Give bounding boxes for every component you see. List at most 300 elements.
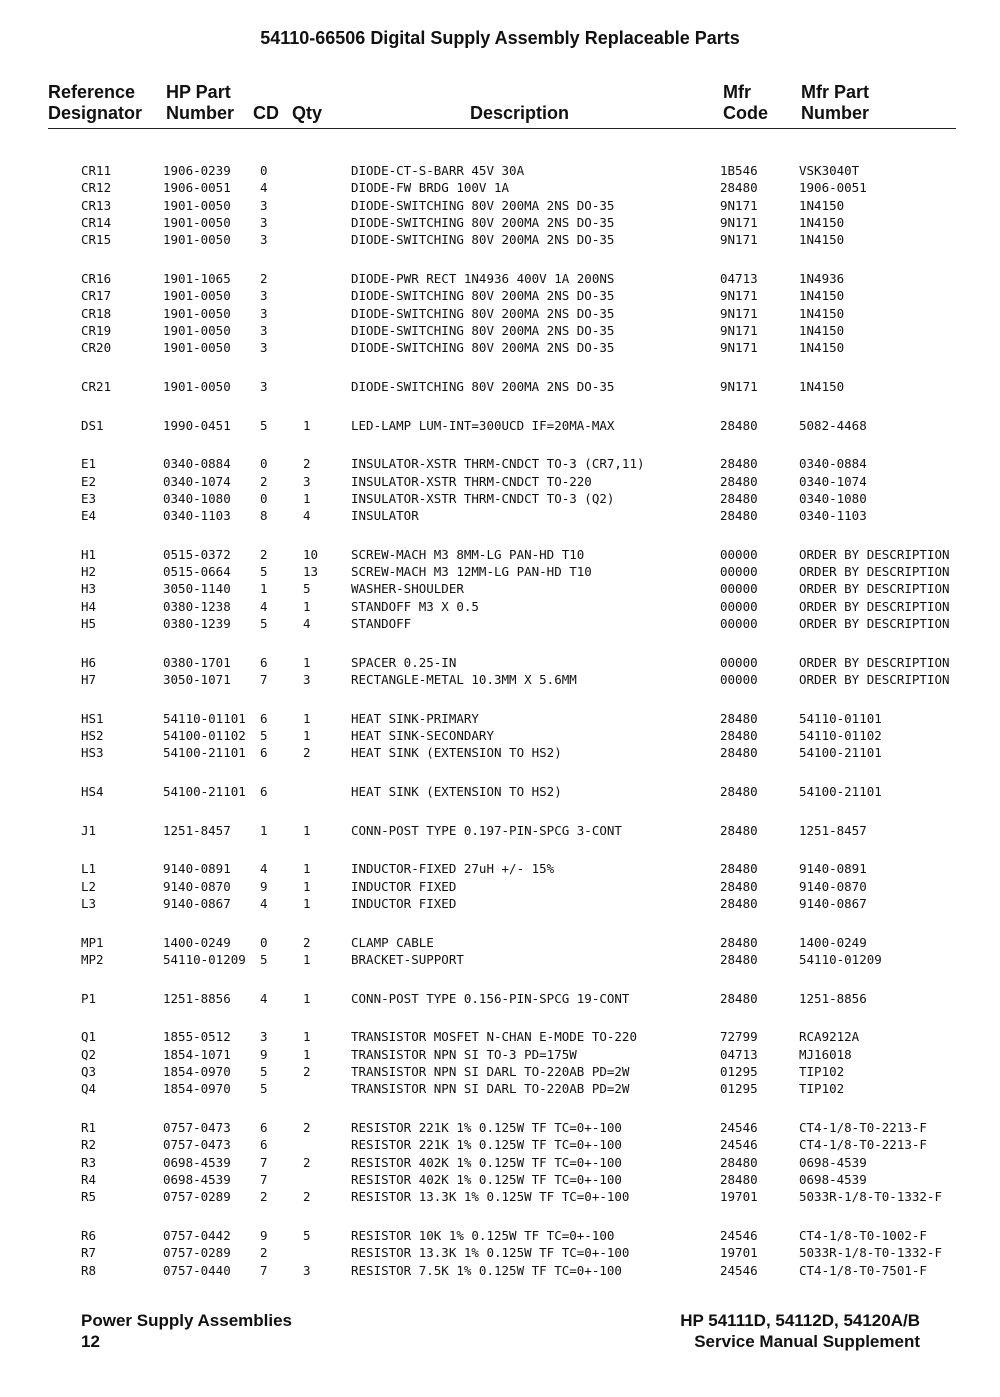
cell-description: CONN-POST TYPE 0.197-PIN-SPCG 3-CONT xyxy=(351,822,622,838)
cell-mfr-code: 01295 xyxy=(720,1081,758,1097)
header-mfr-line1: Mfr xyxy=(723,82,751,102)
table-row xyxy=(0,783,1000,800)
cell-mfr-code: 28480 xyxy=(720,728,758,743)
table-row xyxy=(0,727,1000,744)
cell-mfr-part-number: 1N4150 xyxy=(799,322,845,338)
cell-mfr-part-number: ORDER BY DESCRIPTION xyxy=(799,672,950,687)
cell-cd: 2 xyxy=(260,1189,268,1205)
cell-description: INDUCTOR FIXED xyxy=(351,896,457,911)
cell-description: DIODE-FW BRDG 100V 1A xyxy=(351,180,510,196)
table-row xyxy=(0,473,1000,490)
cell-mfr-part-number: 5082-4468 xyxy=(799,417,867,433)
cell-mfr-code: 00000 xyxy=(720,564,758,580)
cell-ref-designator: CR18 xyxy=(81,305,112,321)
cell-mfr-part-number: 1N4150 xyxy=(799,214,845,230)
header-divider xyxy=(48,128,956,129)
cell-mfr-part-number: ORDER BY DESCRIPTION xyxy=(799,546,950,562)
cell-mfr-code: 24546 xyxy=(720,1137,758,1153)
cell-hp-part-number: 0698-4539 xyxy=(163,1154,231,1170)
header-cd: CD xyxy=(253,103,279,123)
table-row xyxy=(0,990,1000,1007)
cell-qty: 1 xyxy=(303,861,311,877)
cell-cd: 5 xyxy=(260,616,268,631)
cell-mfr-code: 19701 xyxy=(720,1189,758,1205)
cell-mfr-code: 28480 xyxy=(720,180,758,196)
cell-qty: 1 xyxy=(303,1029,311,1045)
cell-mfr-part-number: MJ16018 xyxy=(799,1046,852,1062)
cell-mfr-code: 24546 xyxy=(720,1227,758,1243)
cell-hp-part-number: 1990-0451 xyxy=(163,417,231,433)
footer-page-number: 12 xyxy=(81,1332,100,1351)
cell-hp-part-number: 1901-0050 xyxy=(163,378,231,394)
cell-description: CLAMP CABLE xyxy=(351,934,434,950)
cell-ref-designator: CR20 xyxy=(81,340,112,356)
cell-cd: 3 xyxy=(260,378,268,394)
cell-mfr-code: 00000 xyxy=(720,546,758,562)
cell-cd: 3 xyxy=(260,288,268,304)
header-hp-line1: HP Part xyxy=(166,82,231,102)
cell-cd: 5 xyxy=(260,1081,268,1097)
cell-mfr-code: 28480 xyxy=(720,784,758,799)
cell-description: SCREW-MACH M3 12MM-LG PAN-HD T10 xyxy=(351,564,592,580)
cell-hp-part-number: 0380-1701 xyxy=(163,654,231,670)
cell-mfr-code: 00000 xyxy=(720,616,758,631)
cell-hp-part-number: 54100-21101 xyxy=(163,745,246,761)
cell-description: DIODE-SWITCHING 80V 200MA 2NS DO-35 xyxy=(351,232,615,248)
cell-hp-part-number: 3050-1071 xyxy=(163,672,231,687)
cell-mfr-part-number: 1400-0249 xyxy=(799,934,867,950)
cell-hp-part-number: 0757-0473 xyxy=(163,1137,231,1153)
cell-mfr-code: 28480 xyxy=(720,952,758,967)
cell-cd: 2 xyxy=(260,546,268,562)
cell-ref-designator: H2 xyxy=(81,564,97,580)
cell-qty: 2 xyxy=(303,456,311,472)
cell-ref-designator: E3 xyxy=(81,490,97,506)
cell-description: TRANSISTOR NPN SI DARL TO-220AB PD=2W xyxy=(351,1064,630,1079)
cell-cd: 7 xyxy=(260,1154,268,1170)
cell-description: DIODE-SWITCHING 80V 200MA 2NS DO-35 xyxy=(351,214,615,230)
cell-ref-designator: Q4 xyxy=(81,1081,97,1097)
header-mfr-code xyxy=(723,82,768,124)
cell-description: DIODE-SWITCHING 80V 200MA 2NS DO-35 xyxy=(351,322,615,338)
cell-mfr-part-number: 1N4150 xyxy=(799,197,845,213)
cell-cd: 4 xyxy=(260,180,268,196)
cell-hp-part-number: 0757-0289 xyxy=(163,1189,231,1205)
table-row xyxy=(0,214,1000,231)
cell-hp-part-number: 1901-1065 xyxy=(163,270,231,286)
cell-qty: 13 xyxy=(303,564,319,580)
cell-cd: 5 xyxy=(260,952,268,967)
header-ref-designator xyxy=(48,82,142,124)
cell-description: RESISTOR 221K 1% 0.125W TF TC=0+-100 xyxy=(351,1137,622,1153)
cell-cd: 1 xyxy=(260,822,268,838)
cell-qty: 3 xyxy=(303,672,311,687)
cell-mfr-part-number: 1N4150 xyxy=(799,378,845,394)
cell-mfr-code: 00000 xyxy=(720,581,758,597)
cell-description: HEAT SINK-SECONDARY xyxy=(351,728,494,743)
cell-hp-part-number: 1855-0512 xyxy=(163,1029,231,1045)
table-row xyxy=(0,580,1000,597)
cell-mfr-code: 28480 xyxy=(720,861,758,877)
cell-hp-part-number: 1251-8856 xyxy=(163,990,231,1006)
cell-hp-part-number: 54100-01102 xyxy=(163,728,246,743)
cell-qty: 4 xyxy=(303,616,311,631)
cell-cd: 2 xyxy=(260,1245,268,1261)
cell-cd: 9 xyxy=(260,878,268,894)
footer-left xyxy=(81,1310,292,1352)
footer-right xyxy=(664,1310,920,1352)
cell-ref-designator: HS2 xyxy=(81,728,104,743)
cell-cd: 1 xyxy=(260,581,268,597)
cell-description: CONN-POST TYPE 0.156-PIN-SPCG 19-CONT xyxy=(351,990,630,1006)
cell-description: INDUCTOR FIXED xyxy=(351,878,457,894)
table-row xyxy=(0,1262,1000,1279)
cell-hp-part-number: 0757-0473 xyxy=(163,1120,231,1135)
cell-hp-part-number: 0515-0664 xyxy=(163,564,231,580)
cell-hp-part-number: 3050-1140 xyxy=(163,581,231,597)
table-row xyxy=(0,1188,1000,1205)
table-row xyxy=(0,287,1000,304)
cell-hp-part-number: 54100-21101 xyxy=(163,784,246,799)
cell-qty: 1 xyxy=(303,878,311,894)
cell-description: HEAT SINK (EXTENSION TO HS2) xyxy=(351,784,562,799)
cell-hp-part-number: 1400-0249 xyxy=(163,934,231,950)
cell-ref-designator: E2 xyxy=(81,473,97,489)
cell-mfr-part-number: 1906-0051 xyxy=(799,180,867,196)
cell-hp-part-number: 1854-0970 xyxy=(163,1081,231,1097)
cell-mfr-part-number: 1N4150 xyxy=(799,305,845,321)
cell-ref-designator: H5 xyxy=(81,616,97,631)
table-row xyxy=(0,1080,1000,1097)
table-row xyxy=(0,490,1000,507)
cell-qty: 1 xyxy=(303,896,311,911)
table-row xyxy=(0,671,1000,688)
cell-mfr-part-number: ORDER BY DESCRIPTION xyxy=(799,564,950,580)
cell-description: RESISTOR 7.5K 1% 0.125W TF TC=0+-100 xyxy=(351,1262,622,1278)
cell-description: RESISTOR 402K 1% 0.125W TF TC=0+-100 xyxy=(351,1171,622,1187)
cell-ref-designator: H4 xyxy=(81,598,97,614)
cell-mfr-part-number: 5033R-1/8-T0-1332-F xyxy=(799,1189,942,1205)
cell-hp-part-number: 0757-0289 xyxy=(163,1245,231,1261)
cell-hp-part-number: 1901-0050 xyxy=(163,214,231,230)
cell-mfr-part-number: VSK3040T xyxy=(799,163,860,178)
cell-mfr-code: 24546 xyxy=(720,1262,758,1278)
table-row xyxy=(0,710,1000,727)
header-description: Description xyxy=(470,103,570,123)
cell-qty: 1 xyxy=(303,990,311,1006)
cell-ref-designator: MP2 xyxy=(81,952,104,967)
table-row xyxy=(0,744,1000,761)
cell-hp-part-number: 0340-0884 xyxy=(163,456,231,472)
cell-mfr-part-number: TIP102 xyxy=(799,1064,845,1079)
cell-mfr-code: 00000 xyxy=(720,672,758,687)
cell-mfr-code: 04713 xyxy=(720,1046,758,1062)
cell-qty: 3 xyxy=(303,473,311,489)
cell-qty: 2 xyxy=(303,1154,311,1170)
cell-cd: 0 xyxy=(260,456,268,472)
cell-mfr-code: 01295 xyxy=(720,1064,758,1079)
cell-description: DIODE-SWITCHING 80V 200MA 2NS DO-35 xyxy=(351,378,615,394)
cell-hp-part-number: 1854-0970 xyxy=(163,1064,231,1079)
cell-description: INDUCTOR-FIXED 27uH +/- 15% xyxy=(351,861,555,877)
header-mfr-line2: Code xyxy=(723,103,768,123)
cell-cd: 9 xyxy=(260,1227,268,1243)
table-row xyxy=(0,339,1000,356)
table-row xyxy=(0,197,1000,214)
cell-description: INSULATOR-XSTR THRM-CNDCT TO-3 (CR7,11) xyxy=(351,456,645,472)
table-row xyxy=(0,895,1000,912)
cell-ref-designator: H7 xyxy=(81,672,97,687)
cell-qty: 2 xyxy=(303,934,311,950)
cell-mfr-code: 28480 xyxy=(720,1171,758,1187)
cell-qty: 1 xyxy=(303,417,311,433)
cell-ref-designator: L3 xyxy=(81,896,97,911)
cell-hp-part-number: 9140-0891 xyxy=(163,861,231,877)
cell-qty: 1 xyxy=(303,728,311,743)
cell-cd: 9 xyxy=(260,1046,268,1062)
cell-ref-designator: HS1 xyxy=(81,710,104,726)
table-row xyxy=(0,417,1000,434)
cell-ref-designator: DS1 xyxy=(81,417,104,433)
cell-mfr-part-number: ORDER BY DESCRIPTION xyxy=(799,598,950,614)
header-mfrpart-line1: Mfr Part xyxy=(801,82,870,102)
cell-ref-designator: CR17 xyxy=(81,288,112,304)
cell-mfr-code: 1B546 xyxy=(720,163,758,178)
cell-hp-part-number: 0380-1238 xyxy=(163,598,231,614)
cell-hp-part-number: 54110-01209 xyxy=(163,952,246,967)
cell-qty: 10 xyxy=(303,546,319,562)
cell-hp-part-number: 9140-0867 xyxy=(163,896,231,911)
table-row xyxy=(0,563,1000,580)
cell-hp-part-number: 0340-1103 xyxy=(163,508,231,524)
cell-mfr-code: 9N171 xyxy=(720,232,758,248)
cell-description: LED-LAMP LUM-INT=300UCD IF=20MA-MAX xyxy=(351,417,615,433)
cell-mfr-code: 28480 xyxy=(720,417,758,433)
table-row xyxy=(0,1028,1000,1045)
cell-ref-designator: R8 xyxy=(81,1262,97,1278)
cell-mfr-code: 9N171 xyxy=(720,288,758,304)
cell-mfr-part-number: 0340-1103 xyxy=(799,508,867,524)
cell-description: INSULATOR-XSTR THRM-CNDCT TO-3 (Q2) xyxy=(351,490,615,506)
cell-qty: 1 xyxy=(303,598,311,614)
cell-hp-part-number: 54110-01101 xyxy=(163,710,246,726)
footer-section-title: Power Supply Assemblies xyxy=(81,1311,292,1330)
cell-ref-designator: R4 xyxy=(81,1171,97,1187)
cell-ref-designator: CR13 xyxy=(81,197,112,213)
cell-mfr-part-number: 1N4150 xyxy=(799,232,845,248)
cell-ref-designator: R5 xyxy=(81,1189,97,1205)
cell-description: HEAT SINK-PRIMARY xyxy=(351,710,479,726)
cell-qty: 5 xyxy=(303,1227,311,1243)
table-row xyxy=(0,162,1000,179)
cell-qty: 1 xyxy=(303,710,311,726)
cell-ref-designator: HS3 xyxy=(81,745,104,761)
cell-description: WASHER-SHOULDER xyxy=(351,581,464,597)
cell-description: INSULATOR xyxy=(351,508,419,524)
cell-mfr-code: 28480 xyxy=(720,934,758,950)
cell-mfr-part-number: 1N4150 xyxy=(799,340,845,356)
cell-ref-designator: E4 xyxy=(81,508,97,524)
cell-mfr-part-number: 0698-4539 xyxy=(799,1171,867,1187)
table-row xyxy=(0,322,1000,339)
cell-cd: 3 xyxy=(260,232,268,248)
cell-description: TRANSISTOR NPN SI TO-3 PD=175W xyxy=(351,1046,577,1062)
cell-description: SCREW-MACH M3 8MM-LG PAN-HD T10 xyxy=(351,546,585,562)
cell-mfr-code: 04713 xyxy=(720,270,758,286)
cell-cd: 7 xyxy=(260,1262,268,1278)
cell-description: INSULATOR-XSTR THRM-CNDCT TO-220 xyxy=(351,473,592,489)
cell-mfr-code: 9N171 xyxy=(720,214,758,230)
cell-cd: 6 xyxy=(260,654,268,670)
cell-mfr-code: 28480 xyxy=(720,822,758,838)
cell-ref-designator: CR14 xyxy=(81,214,112,230)
cell-description: DIODE-CT-S-BARR 45V 30A xyxy=(351,163,525,178)
cell-mfr-code: 19701 xyxy=(720,1245,758,1261)
table-row xyxy=(0,378,1000,395)
cell-description: STANDOFF xyxy=(351,616,412,631)
cell-cd: 2 xyxy=(260,473,268,489)
cell-cd: 7 xyxy=(260,1171,268,1187)
cell-qty: 2 xyxy=(303,745,311,761)
cell-hp-part-number: 1906-0239 xyxy=(163,163,231,178)
cell-qty: 5 xyxy=(303,581,311,597)
cell-mfr-code: 00000 xyxy=(720,654,758,670)
cell-description: DIODE-SWITCHING 80V 200MA 2NS DO-35 xyxy=(351,197,615,213)
cell-mfr-part-number: 54110-01209 xyxy=(799,952,882,967)
cell-mfr-code: 28480 xyxy=(720,745,758,761)
cell-cd: 4 xyxy=(260,861,268,877)
header-hp-part-number xyxy=(166,82,234,124)
cell-mfr-part-number: CT4-1/8-T0-2213-F xyxy=(799,1137,927,1153)
cell-cd: 3 xyxy=(260,1029,268,1045)
page-title: 54110-66506 Digital Supply Assembly Replaceable Parts xyxy=(260,28,740,48)
cell-mfr-code: 28480 xyxy=(720,710,758,726)
table-row xyxy=(0,654,1000,671)
cell-ref-designator: E1 xyxy=(81,456,97,472)
cell-mfr-part-number: 54100-21101 xyxy=(799,745,882,761)
cell-hp-part-number: 9140-0870 xyxy=(163,878,231,894)
cell-description: DIODE-SWITCHING 80V 200MA 2NS DO-35 xyxy=(351,340,615,356)
cell-mfr-part-number: 54110-01101 xyxy=(799,710,882,726)
cell-mfr-part-number: TIP102 xyxy=(799,1081,845,1097)
cell-mfr-part-number: 9140-0867 xyxy=(799,896,867,911)
cell-mfr-part-number: CT4-1/8-T0-7501-F xyxy=(799,1262,927,1278)
cell-hp-part-number: 1901-0050 xyxy=(163,197,231,213)
cell-cd: 3 xyxy=(260,340,268,356)
cell-ref-designator: L2 xyxy=(81,878,97,894)
cell-qty: 3 xyxy=(303,1262,311,1278)
cell-ref-designator: CR16 xyxy=(81,270,112,286)
table-row xyxy=(0,455,1000,472)
cell-mfr-code: 00000 xyxy=(720,598,758,614)
cell-cd: 5 xyxy=(260,564,268,580)
table-row xyxy=(0,1154,1000,1171)
cell-ref-designator: R6 xyxy=(81,1227,97,1243)
header-mfr-part-number xyxy=(801,82,869,124)
table-row xyxy=(0,1046,1000,1063)
cell-mfr-code: 28480 xyxy=(720,896,758,911)
cell-hp-part-number: 1901-0050 xyxy=(163,232,231,248)
cell-ref-designator: R1 xyxy=(81,1120,97,1135)
cell-mfr-code: 28480 xyxy=(720,508,758,524)
cell-mfr-part-number: 9140-0870 xyxy=(799,878,867,894)
cell-description: RESISTOR 10K 1% 0.125W TF TC=0+-100 xyxy=(351,1227,615,1243)
table-row xyxy=(0,822,1000,839)
cell-description: HEAT SINK (EXTENSION TO HS2) xyxy=(351,745,562,761)
cell-mfr-code: 28480 xyxy=(720,1154,758,1170)
cell-hp-part-number: 0380-1239 xyxy=(163,616,231,631)
cell-cd: 4 xyxy=(260,990,268,1006)
cell-cd: 0 xyxy=(260,163,268,178)
table-row xyxy=(0,507,1000,524)
cell-mfr-code: 72799 xyxy=(720,1029,758,1045)
table-row xyxy=(0,1227,1000,1244)
cell-mfr-code: 9N171 xyxy=(720,378,758,394)
cell-description: RESISTOR 13.3K 1% 0.125W TF TC=0+-100 xyxy=(351,1245,630,1261)
cell-mfr-part-number: 0340-1074 xyxy=(799,473,867,489)
cell-qty: 2 xyxy=(303,1064,311,1079)
table-row xyxy=(0,1136,1000,1153)
table-row xyxy=(0,1119,1000,1136)
cell-mfr-code: 24546 xyxy=(720,1120,758,1135)
cell-ref-designator: J1 xyxy=(81,822,97,838)
cell-description: RESISTOR 402K 1% 0.125W TF TC=0+-100 xyxy=(351,1154,622,1170)
table-row xyxy=(0,305,1000,322)
cell-ref-designator: Q2 xyxy=(81,1046,97,1062)
table-row xyxy=(0,270,1000,287)
cell-ref-designator: CR21 xyxy=(81,378,112,394)
table-row xyxy=(0,860,1000,877)
header-hp-line2: Number xyxy=(166,103,235,123)
cell-ref-designator: CR11 xyxy=(81,163,112,178)
cell-mfr-code: 28480 xyxy=(720,490,758,506)
cell-description: STANDOFF M3 X 0.5 xyxy=(351,598,479,614)
cell-cd: 5 xyxy=(260,417,268,433)
cell-description: SPACER 0.25-IN xyxy=(351,654,457,670)
cell-mfr-code: 9N171 xyxy=(720,322,758,338)
footer-model-numbers: HP 54111D, 54112D, 54120A/B xyxy=(680,1311,920,1330)
cell-cd: 6 xyxy=(260,784,268,799)
cell-cd: 6 xyxy=(260,1137,268,1153)
cell-cd: 4 xyxy=(260,598,268,614)
cell-mfr-code: 28480 xyxy=(720,878,758,894)
cell-description: DIODE-SWITCHING 80V 200MA 2NS DO-35 xyxy=(351,305,615,321)
cell-cd: 3 xyxy=(260,214,268,230)
cell-mfr-code: 28480 xyxy=(720,456,758,472)
table-row xyxy=(0,1063,1000,1080)
cell-cd: 2 xyxy=(260,270,268,286)
cell-description: RESISTOR 221K 1% 0.125W TF TC=0+-100 xyxy=(351,1120,622,1135)
cell-mfr-part-number: RCA9212A xyxy=(799,1029,860,1045)
cell-cd: 5 xyxy=(260,728,268,743)
cell-cd: 3 xyxy=(260,322,268,338)
cell-qty: 4 xyxy=(303,508,311,524)
header-ref-line1: Reference xyxy=(48,82,136,102)
cell-mfr-part-number: ORDER BY DESCRIPTION xyxy=(799,581,950,597)
cell-qty: 1 xyxy=(303,654,311,670)
cell-description: DIODE-PWR RECT 1N4936 400V 1A 200NS xyxy=(351,270,615,286)
cell-mfr-part-number: 1251-8856 xyxy=(799,990,867,1006)
cell-hp-part-number: 1906-0051 xyxy=(163,180,231,196)
cell-ref-designator: H3 xyxy=(81,581,97,597)
cell-description: TRANSISTOR MOSFET N-CHAN E-MODE TO-220 xyxy=(351,1029,637,1045)
cell-mfr-part-number: 1N4936 xyxy=(799,270,845,286)
footer-manual-name: Service Manual Supplement xyxy=(694,1332,920,1351)
cell-mfr-part-number: 0340-1080 xyxy=(799,490,867,506)
cell-hp-part-number: 0757-0440 xyxy=(163,1262,231,1278)
cell-mfr-part-number: CT4-1/8-T0-1002-F xyxy=(799,1227,927,1243)
cell-cd: 6 xyxy=(260,745,268,761)
